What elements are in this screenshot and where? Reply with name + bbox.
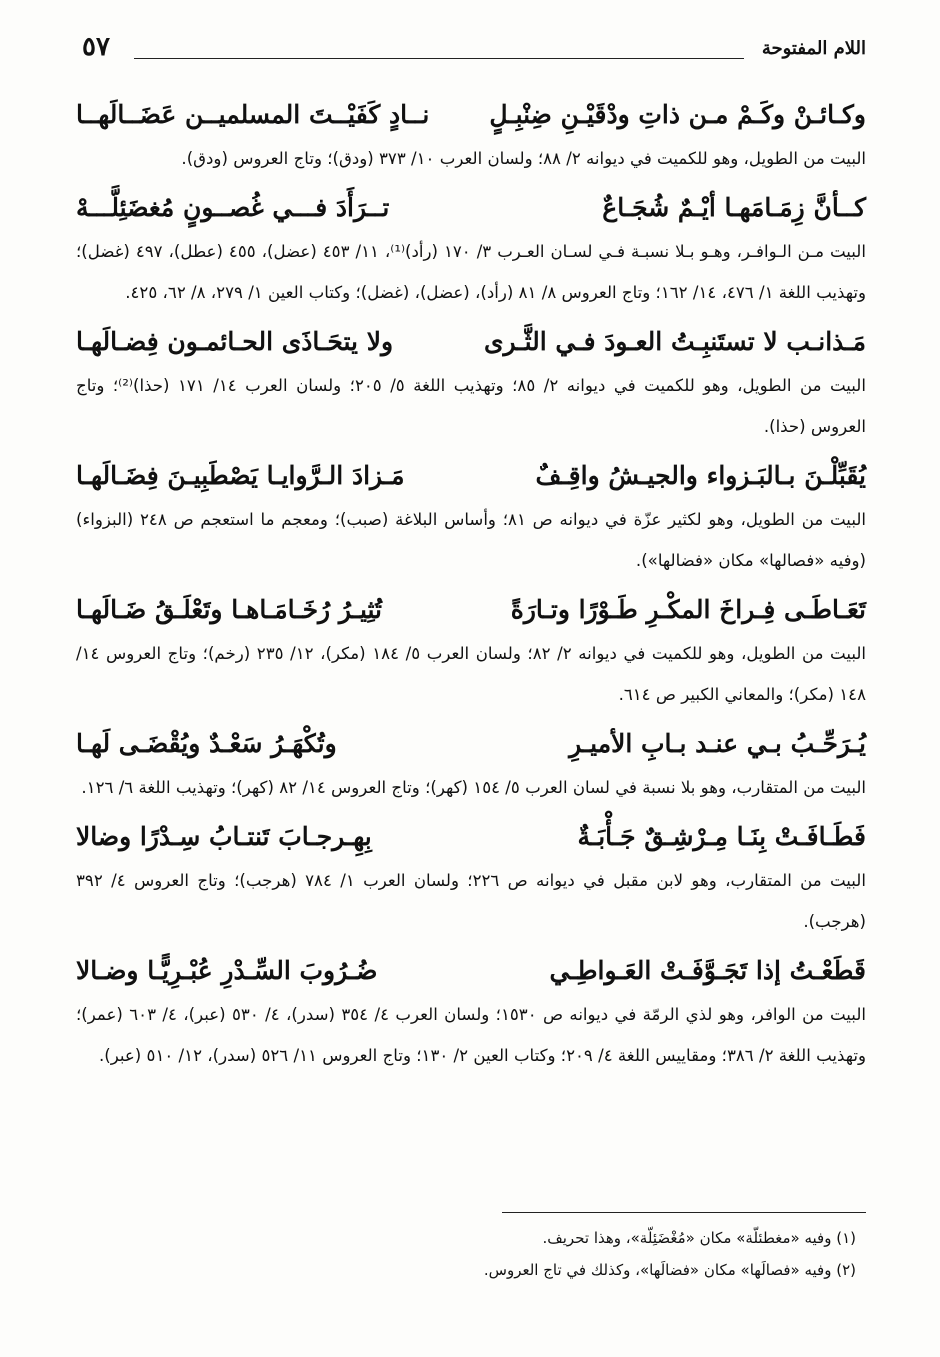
verse-source-note: البيت من الوافر، وهو لذي الرمّة في ديوانه ص ١٥٣٠؛ ولسان العرب ٤/ ٣٥٤ (سدر)، ٤/ ٥٣٠ (عبر)، ٤/ ٦٠٣ (عمر)؛ وتهذيب اللغة ٢/ ٣٨٦؛ ومقاييس اللغة ٤/ ٢٠٩؛ وكتاب العين ٢/ ١٣٠؛ وتاج العروس ١١/ ٥٢٦ (سدر)، ١٢/ ٥١٠ (عبر). bbox=[76, 1005, 866, 1065]
entry bbox=[76, 185, 866, 313]
verse-line bbox=[76, 587, 866, 633]
verse-source-note: البيت من المتقارب، وهو لابن مقبل في ديوانه ص ٢٢٦؛ ولسان العرب ١/ ٧٨٤ (هرجب)؛ وتاج العروس ٤/ ٣٩٢ (هرجب). bbox=[76, 871, 866, 931]
verse-second-hemistich: بِهِـرجـابَ تَنتـابُ سِـدْرًا وضالا bbox=[76, 822, 372, 851]
entry bbox=[76, 721, 866, 808]
entry bbox=[76, 814, 866, 942]
verse-line bbox=[76, 319, 866, 365]
verse-second-hemistich: ولا يتحَـاذَى الحـائمـون فِضـالَهـا bbox=[76, 327, 394, 356]
verse-line bbox=[76, 948, 866, 994]
verse-source-note: البيت من الطويل، وهو للكميت في ديوانه ٢/ ٨٢؛ ولسان العرب ٥/ ١٨٤ (مكر)، ١٢/ ٢٣٥ (رخم)؛ وتاج العروس ١٤/ ١٤٨ (مكر)؛ والمعاني الكبير ص ٦١٤. bbox=[76, 644, 867, 704]
verse-second-hemistich: تُثِيـرُ رُخَـامَـاهـا وتَعْلَـقُ ضَـالَهـا bbox=[76, 595, 382, 624]
page-number: ٥٧ bbox=[82, 32, 110, 62]
verse-line bbox=[76, 185, 866, 231]
verse-first-hemistich: تَعَـاطَـى فِـراخَ المكْـرِ طَـوْرًا وتـارَةً bbox=[510, 595, 866, 624]
entry bbox=[76, 948, 866, 1076]
verse-line bbox=[76, 92, 866, 138]
verse-second-hemistich: ضُـرُوبَ السِّـدْرِ عُبْـرِيًّـا وضـالا bbox=[76, 956, 378, 985]
running-header bbox=[82, 30, 866, 70]
verse-source-note: البيت من الطويل، وهو للكميت في ديوانه ٢/ ٨٨؛ ولسان العرب ١٠/ ٣٧٣ (ودق)؛ وتاج العروس (ودق). bbox=[181, 149, 866, 168]
verse-line bbox=[76, 814, 866, 860]
verse-second-hemistich: تــرَأَدَ فـــي غُصــونٍ مُغضَئِلَّـــهْ bbox=[76, 193, 390, 222]
footnote: (١) وفيه «مغطئلّة» مكان «مُغْضَئِلّة»، وهذا تحريف. bbox=[542, 1229, 856, 1247]
verse-line bbox=[76, 721, 866, 767]
entry bbox=[76, 453, 866, 581]
verse-second-hemistich: مَـزادَ الـرَّوايـا يَصْطَبِيـنَ فِضَـالَهـا bbox=[76, 461, 405, 490]
verse-source-note: البيت من المتقارب، وهو بلا نسبة في لسان العرب ٥/ ١٥٤ (كهر)؛ وتاج العروس ١٤/ ٨٢ (كهر)؛ وتهذيب اللغة ٦/ ١٢٦. bbox=[81, 778, 866, 797]
verse-first-hemistich: مَـذانـب لا تستَنبِـتُ العـودَ فـي الثَّـرى bbox=[483, 327, 866, 356]
header-rule bbox=[134, 58, 744, 59]
verse-source-note: البيت مـن الـوافـر، وهـو بـلا نسبـة فـي لسـان العـرب ٣/ ١٧٠ (رأد)⁽¹⁾، ١١/ ٤٥٣ (عضل)، ٤٥٥ (عطل)، ٤٩٧ (غضل)؛ وتهذيب اللغة ١/ ٤٧٦، ١٤/ ١٦٢؛ وتاج العروس ٨/ ٨١ (رأد)، (عضل)، (غضل)؛ وكتاب العين ١/ ٢٧٩، ٨/ ٦٢، ٤٢٥. bbox=[76, 242, 866, 302]
verse-first-hemistich: فَطَـافَـتْ بِنَـا مِـرْشِـقٌ جَـأْبَـةٌ bbox=[577, 822, 866, 851]
verse-first-hemistich: يُقَبِّلْـنَ بـالبَـزواء والجيـشُ واقِـفٌ bbox=[535, 461, 866, 490]
verse-first-hemistich: قَطَعْـتُ إذا تَجَـوَّفَـتْ العَـواطِـي bbox=[549, 956, 866, 985]
verse-first-hemistich: كــأنَّ زِمَـامَهـا أيْـمٌ شُجَـاعٌ bbox=[602, 193, 866, 222]
verse-source-note: البيت من الطويل، وهو للكميت في ديوانه ٢/ ٨٥؛ وتهذيب اللغة ٥/ ٢٠٥؛ ولسان العرب ١٤/ ١٧١ (حذا)⁽²⁾؛ وتاج العروس (حذا). bbox=[76, 376, 866, 436]
entry bbox=[76, 319, 866, 447]
footnote: (٢) وفيه «فصالَها» مكان «فضالَها»، وكذلك في تاج العروس. bbox=[483, 1261, 856, 1279]
verse-first-hemistich: وكـائـنْ وكَـمْ مـن ذاتِ ودْقَيْـنِ ضِنْبِـلٍ bbox=[489, 100, 866, 129]
footnote-rule bbox=[502, 1212, 866, 1213]
chapter-title: اللام المفتوحة bbox=[761, 38, 866, 59]
verse-line bbox=[76, 453, 866, 499]
entry bbox=[76, 587, 866, 715]
entry bbox=[76, 92, 866, 179]
verse-entries bbox=[76, 92, 866, 1082]
footnotes bbox=[200, 1222, 856, 1286]
verse-first-hemistich: يُـرَحِّـبُ بـي عنـد بـابِ الأميـرِ bbox=[569, 729, 866, 758]
verse-second-hemistich: نــادٍ كَفَيْــتَ المسلميــن عَضَــالَهــا bbox=[76, 100, 430, 129]
verse-second-hemistich: وتُكْهَـرُ سَعْـدٌ ويُقْضَـى لَهـا bbox=[76, 729, 337, 758]
verse-source-note: البيت من الطويل، وهو لكثير عزّة في ديوانه ص ٨١؛ وأساس البلاغة (صبب)؛ ومعجم ما استعجم ص ٢٤٨ (البزواء) (وفيه «فصالها» مكان «فضالها»). bbox=[76, 510, 866, 570]
